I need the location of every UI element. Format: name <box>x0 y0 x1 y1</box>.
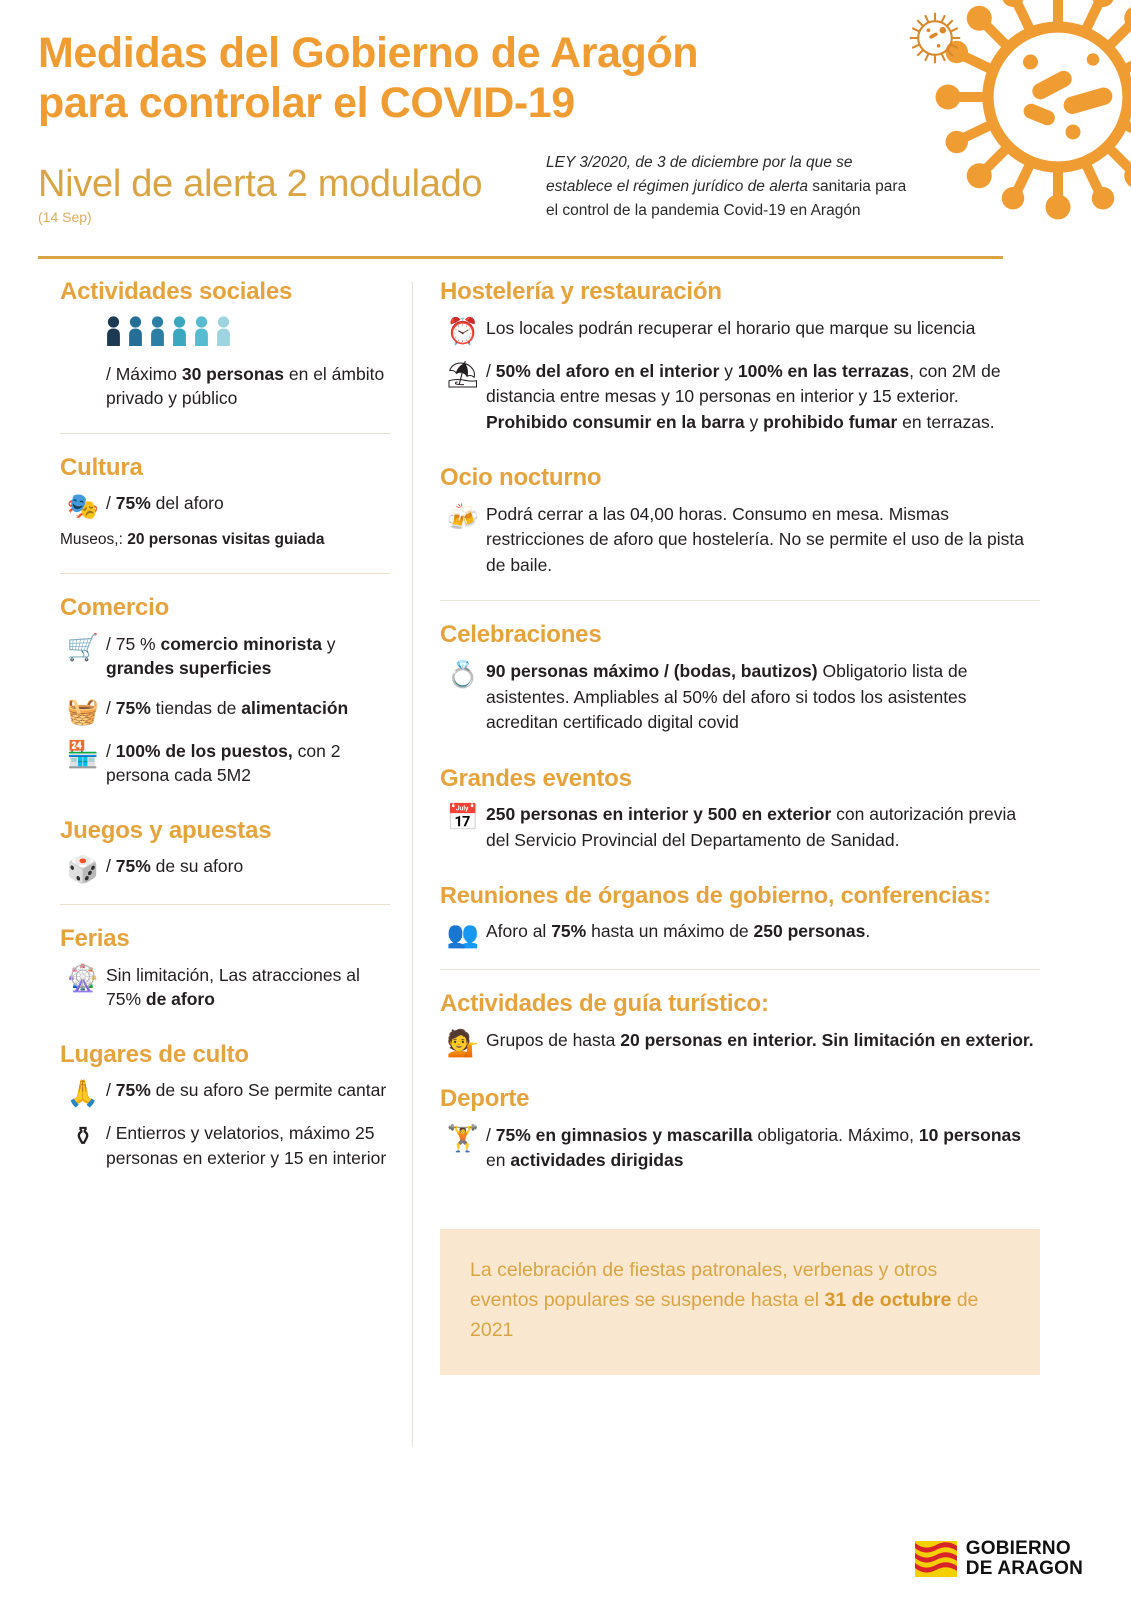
alert-level-text: Nivel de alerta 2 modulado <box>38 162 483 205</box>
tour-guide-icon <box>440 1028 486 1056</box>
emphasis-text: 75% <box>115 856 151 877</box>
measure-item <box>60 696 390 724</box>
emphasis-text: 50% del aforo en el interior <box>495 360 720 381</box>
body-text: con 2 persona cada 5M2 <box>106 740 341 786</box>
body-text: del aforo <box>150 493 224 514</box>
terrace-table-icon-glyph: ⛱ <box>446 358 480 389</box>
theater-masks-icon <box>60 491 106 522</box>
emphasis-text: 250 personas <box>753 921 866 942</box>
person-icon-5 <box>192 316 211 346</box>
market-stall-icon <box>60 739 106 767</box>
date-note: (14 Sep) <box>38 208 92 225</box>
measure-text <box>486 802 1040 853</box>
emphasis-text: 75% <box>115 493 151 514</box>
measure-item <box>440 359 1040 436</box>
body-text: Aforo al <box>486 921 552 942</box>
body-text: / Máximo <box>106 363 182 384</box>
emphasis-text: grandes superficies <box>106 658 272 679</box>
column-divider <box>412 282 413 1447</box>
section-heading-reuniones-organos-gobierno: Reuniones de órganos de gobierno, conferencias: <box>440 882 991 909</box>
section-heading-grandes-eventos: Grandes eventos <box>440 764 632 792</box>
section-spacer <box>440 868 1040 882</box>
tour-guide-icon-glyph: 💁 <box>446 1028 480 1058</box>
measure-item <box>440 802 1040 853</box>
emphasis-text: Prohibido consumir en la barra <box>486 411 745 432</box>
measure-item <box>60 1078 390 1109</box>
body-text: en <box>486 1150 511 1171</box>
weightlifter-icon-glyph: 🏋 <box>446 1122 480 1153</box>
section-heading-lugares-de-culto: Lugares de culto <box>60 1040 249 1068</box>
market-stall-icon-glyph: 🏪 <box>66 738 100 769</box>
weightlifter-icon <box>440 1123 486 1151</box>
business-people-icon <box>440 919 486 950</box>
emphasis-text: 75% <box>551 921 587 942</box>
body-text: en terrazas. <box>897 411 995 432</box>
shopping-cart-icon-glyph: 🛒 <box>66 631 100 662</box>
measure-item <box>440 1123 1040 1174</box>
person-icon-1 <box>104 316 123 346</box>
header-divider <box>38 256 1003 259</box>
body-text: Obligatorio lista de asistentes. Ampliables al 50% del aforo si todos los asistentes acreditan certificado digital covid <box>486 661 968 733</box>
body-text: hasta un máximo de <box>586 921 754 942</box>
body-text: / <box>106 856 116 877</box>
body-text: Sin limitación, Las atracciones al 75% <box>106 964 360 1010</box>
measure-item <box>60 963 390 1012</box>
body-text: y <box>744 411 764 432</box>
page-title <box>38 28 918 129</box>
body-text: y <box>719 360 738 381</box>
gobierno-de-aragon-logo <box>915 1539 1083 1578</box>
dice-icon <box>60 854 106 885</box>
section-divider <box>440 600 1040 601</box>
body-text: de su aforo <box>150 856 244 877</box>
body-text: / Entierros y velatorios, máximo 25 personas en exterior y 15 en interior <box>106 1123 387 1168</box>
alert-level-block <box>38 162 546 225</box>
body-text: Los locales podrán recuperar el horario que marque su licencia <box>486 317 976 338</box>
measure-text <box>106 491 390 516</box>
section-heading-comercio: Comercio <box>60 594 170 622</box>
measure-text <box>106 854 390 879</box>
people-icon <box>60 362 106 364</box>
virus-decoration <box>891 0 1131 200</box>
measure-item <box>440 1028 1040 1056</box>
praying-hands-icon <box>60 1078 106 1109</box>
left-column <box>60 278 390 1199</box>
callout-text: La celebración de fiestas patronales, verbenas y otros eventos populares se suspende hasta el <box>470 1258 938 1311</box>
body-text: obligatoria. Máximo, <box>752 1124 919 1145</box>
section-heading-ferias: Ferias <box>60 925 130 953</box>
body-text: , con 2M de distancia entre mesas y 10 personas en interior y 15 exterior. <box>486 360 1001 407</box>
person-icon-4 <box>170 316 189 346</box>
terrace-table-icon <box>440 359 486 387</box>
section-spacer <box>60 1185 390 1199</box>
business-people-icon-glyph: 👥 <box>446 919 480 950</box>
person-icon-2 <box>126 316 145 346</box>
section-divider <box>60 904 390 905</box>
law-reference <box>546 151 918 223</box>
food-basket-icon-glyph: 🧺 <box>66 695 100 726</box>
body-text: Podrá cerrar a las 04,00 horas. Consumo en mesa. Mismas restricciones de aforo que hostelería. No se permite el uso de la pista de baile. <box>486 503 1024 575</box>
emphasis-text: 100% en las terrazas <box>737 360 910 381</box>
law-plain-part: sanitaria para el control de la pandemia Covid-19 en Aragón <box>546 177 907 219</box>
coronavirus-large-icon <box>933 0 1131 222</box>
measure-text <box>486 659 1040 736</box>
measure-item <box>60 739 390 788</box>
section-spacer <box>60 1027 390 1041</box>
theater-masks-icon-glyph: 🎭 <box>66 491 100 522</box>
section-heading-actividades-sociales: Actividades sociales <box>60 278 293 305</box>
emphasis-text: actividades dirigidas <box>510 1150 684 1171</box>
header <box>38 28 918 225</box>
ferris-wheel-icon <box>60 963 106 991</box>
body-text: / <box>106 740 116 761</box>
measure-item <box>440 502 1040 579</box>
body-text: en el ámbito privado y público <box>106 363 385 409</box>
suspension-callout <box>440 1229 1040 1376</box>
section-spacer <box>440 450 1040 464</box>
body-text: tiendas de <box>150 697 242 718</box>
beer-mugs-icon <box>440 502 486 530</box>
section-heading-ocio-nocturno: Ocio nocturno <box>440 464 602 492</box>
person-icon-6 <box>214 316 233 346</box>
emphasis-text: 250 personas en interior y 500 en exterior <box>486 804 832 825</box>
emphasis-text: 75% en gimnasios y mascarilla <box>495 1124 753 1145</box>
wedding-rings-icon <box>440 659 486 690</box>
measure-item <box>440 316 1040 344</box>
body-text: de su aforo Se permite cantar <box>150 1080 387 1101</box>
body-text: / <box>106 1080 116 1101</box>
calendar-icon-glyph: 📅 <box>446 802 480 833</box>
logo-line-2: DE ARAGON <box>965 1557 1083 1579</box>
title-line-2: para controlar el COVID-19 <box>38 79 575 128</box>
funeral-wreath-icon-glyph: ⚱ <box>72 1121 94 1152</box>
measure-text <box>486 1028 1040 1054</box>
measure-text <box>486 316 1040 342</box>
funeral-wreath-icon <box>60 1121 106 1152</box>
section-note <box>60 530 390 551</box>
section-spacer <box>440 1189 1040 1203</box>
logo-text <box>966 1539 1083 1578</box>
measure-item <box>60 632 390 681</box>
callout-emphasis: 31 de octubre <box>824 1288 952 1311</box>
section-heading-deporte: Deporte <box>440 1085 530 1112</box>
body-text: y <box>321 633 336 654</box>
calendar-icon <box>440 802 486 833</box>
body-text: / <box>106 697 116 718</box>
section-heading-actividades-guia-turistico: Actividades de guía turístico: <box>440 990 769 1018</box>
praying-hands-icon-glyph: 🙏 <box>66 1078 100 1109</box>
emphasis-text: prohibido fumar <box>763 411 898 432</box>
beer-mugs-icon-glyph: 🍻 <box>446 501 480 532</box>
body-text: / 75 % <box>106 633 161 654</box>
emphasis-text: comercio minorista <box>160 633 322 654</box>
emphasis-text: 75% <box>115 1080 151 1101</box>
section-heading-hosteleria-y-restauracion: Hostelería y restauración <box>440 278 722 305</box>
dice-icon-glyph: 🎲 <box>66 854 100 885</box>
measure-text <box>106 696 390 721</box>
emphasis-text: 20 personas visitas guiada <box>127 531 325 549</box>
section-spacer <box>440 1071 1040 1085</box>
shopping-cart-icon <box>60 632 106 660</box>
section-spacer <box>440 751 1040 765</box>
measure-item <box>60 491 390 522</box>
callout-text: de 2021 <box>470 1288 979 1342</box>
body-text: Grupos de hasta <box>486 1030 621 1050</box>
measure-text <box>486 919 1040 945</box>
logo-line-1: GOBIERNO <box>965 1538 1071 1560</box>
measure-text <box>106 362 390 411</box>
person-icon-3 <box>148 316 167 346</box>
section-divider <box>440 969 1040 970</box>
section-divider <box>60 573 390 574</box>
measure-text <box>106 1121 390 1170</box>
aragon-flag-icon <box>915 1541 957 1577</box>
body-text: / <box>106 493 116 514</box>
section-heading-celebraciones: Celebraciones <box>440 621 602 649</box>
measure-text <box>106 632 390 681</box>
emphasis-text: 30 personas <box>181 363 284 384</box>
alarm-clock-icon-glyph: ⏰ <box>446 315 480 346</box>
emphasis-text: 90 personas máximo / (bodas, bautizos) <box>486 661 818 682</box>
section-heading-cultura: Cultura <box>60 453 143 481</box>
subheader-row <box>38 151 918 225</box>
measure-item <box>440 659 1040 736</box>
body-text: . <box>865 921 871 942</box>
emphasis-text: 10 personas <box>918 1124 1022 1145</box>
measure-text <box>106 963 390 1012</box>
measure-text <box>106 1078 390 1103</box>
body-text: con autorización previa del Servicio Provincial del Departamento de Sanidad. <box>486 804 1017 850</box>
wedding-rings-icon-glyph: 💍 <box>446 659 480 690</box>
right-column <box>440 278 1040 1375</box>
emphasis-text: 100% de los puestos, <box>115 740 293 761</box>
title-line-1: Medidas del Gobierno de Aragón <box>38 29 699 77</box>
section-spacer <box>60 803 390 817</box>
emphasis-text: 75% <box>115 697 151 718</box>
measure-text <box>486 359 1040 436</box>
emphasis-text: 20 personas en interior. Sin limitación en exterior. <box>620 1030 1034 1050</box>
measure-item <box>60 362 390 411</box>
body-text: / <box>486 360 496 381</box>
measure-item <box>440 919 1040 950</box>
measure-text <box>106 739 390 788</box>
section-heading-juegos-y-apuestas: Juegos y apuestas <box>60 816 272 844</box>
measure-item <box>60 854 390 885</box>
body-text: / <box>486 1124 496 1145</box>
emphasis-text: de aforo <box>145 989 215 1010</box>
measure-text <box>486 502 1040 579</box>
section-divider <box>60 433 390 434</box>
measure-item <box>60 1121 390 1170</box>
body-text: Museos,: <box>60 531 128 549</box>
ferris-wheel-icon-glyph: 🎡 <box>66 962 100 993</box>
people-icon-group <box>104 316 390 346</box>
emphasis-text: alimentación <box>241 697 349 718</box>
food-basket-icon <box>60 696 106 724</box>
law-italic-part: LEY 3/2020, de 3 de diciembre por la que se establece el régimen jurídico de alerta <box>546 153 853 195</box>
alarm-clock-icon <box>440 316 486 344</box>
measure-text <box>486 1123 1040 1174</box>
